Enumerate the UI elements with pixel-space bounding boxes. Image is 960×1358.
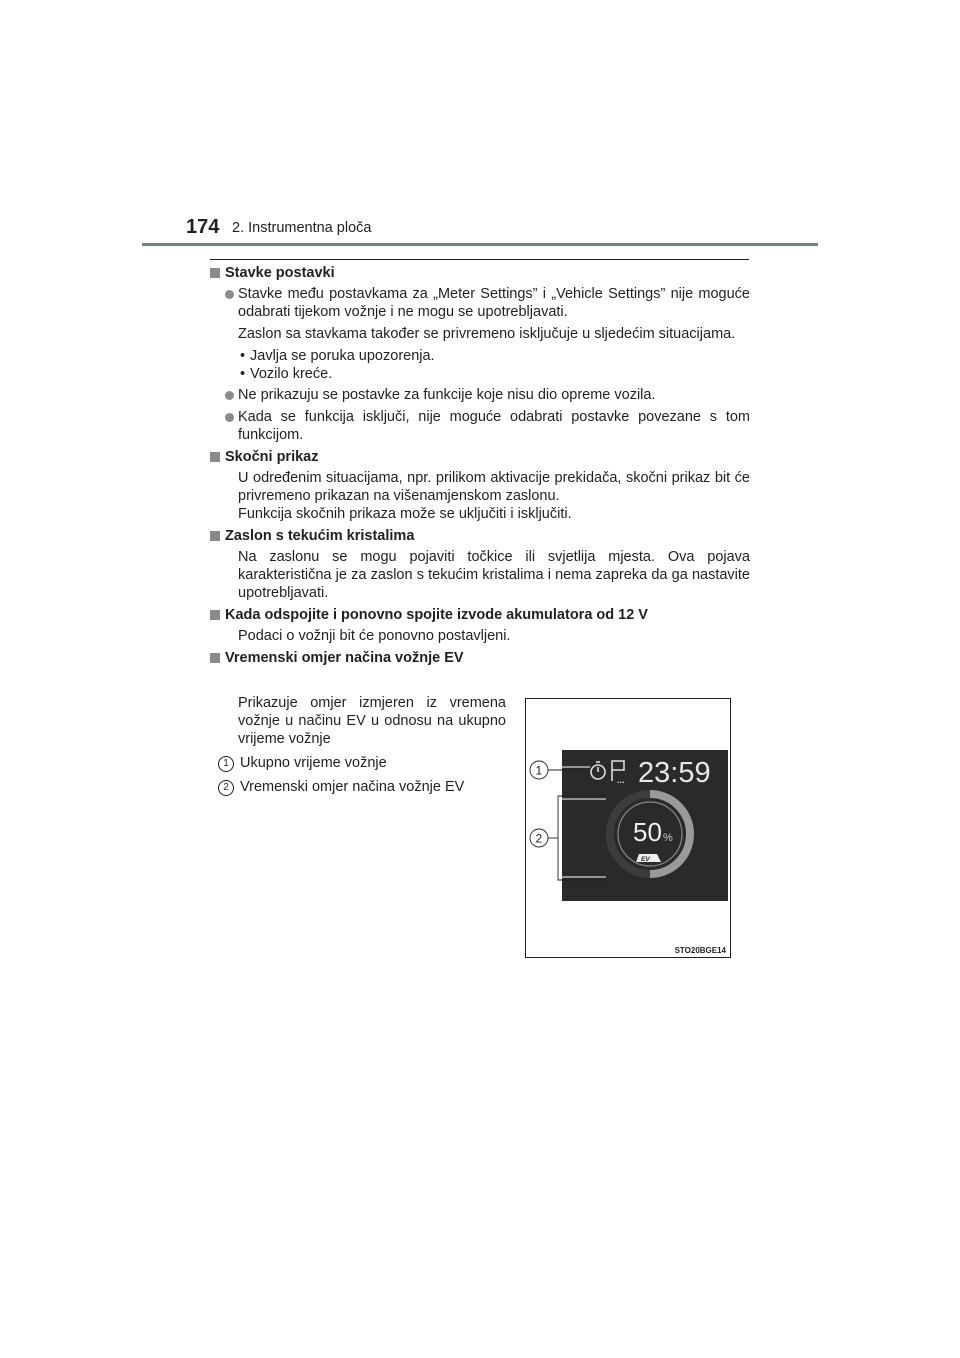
- paragraph: U određenim situacijama, npr. prilikom aktivacije prekidača, skočni prikaz bit će privremeno prikazan na višenamjenskom zaslonu.: [238, 470, 750, 504]
- bullet-item: [210, 408, 750, 444]
- paragraph: Na zaslonu se mogu pojaviti točkice ili svjetlija mjesta. Ova pojava karakteristična je za zaslon s tekućim kristalima i nema zapreka da ga nastavite upotrebljavati.: [238, 549, 750, 601]
- dot-mark: •: [240, 348, 246, 364]
- circle-bullet-icon: [225, 290, 234, 299]
- header-rule: [142, 243, 818, 246]
- sub-list-item: [210, 347, 750, 365]
- ev-badge: EV: [641, 856, 650, 863]
- bullet-text: Kada se funkcija isključi, nije moguće odabrati postavke povezane s tom funkcijom.: [238, 409, 750, 443]
- square-bullet-icon: [210, 452, 220, 462]
- square-bullet-icon: [210, 610, 220, 620]
- total-time-value: 23:59: [638, 757, 711, 789]
- square-bullet-icon: [210, 653, 220, 663]
- legend-text: Ukupno vrijeme vožnje: [240, 755, 387, 771]
- flag-dots: ...: [617, 775, 625, 785]
- heading-lcd: [210, 527, 750, 545]
- heading-battery: [210, 606, 750, 624]
- ev-ratio-figure: [525, 698, 731, 958]
- square-bullet-icon: [210, 531, 220, 541]
- bullet-text: Ne prikazuju se postavke za funkcije koje nisu dio opreme vozila.: [238, 387, 656, 403]
- legend-item-2: [218, 778, 464, 796]
- callout-2-number: 2: [535, 831, 543, 846]
- bullet-text: Stavke među postavkama za „Meter Settings” i „Vehicle Settings” nije moguće odabrati tijekom vožnje i ne mogu se upotrebljavati.: [238, 286, 750, 320]
- figure-code: STO20BGE14: [674, 946, 726, 955]
- sub-text: Javlja se poruka upozorenja.: [250, 348, 435, 364]
- paragraph: Podaci o vožnji bit će ponovno postavljeni.: [238, 628, 511, 644]
- callout-number: 2: [218, 780, 234, 796]
- ev-percent-value: 50: [633, 817, 662, 847]
- heading-items: [210, 264, 750, 282]
- paragraph: Zaslon sa stavkama također se privremeno isključuje u sljedećim situacijama.: [238, 326, 736, 342]
- square-bullet-icon: [210, 268, 220, 278]
- circle-bullet-icon: [225, 391, 234, 400]
- bullet-item: [210, 386, 750, 404]
- ev-description: Prikazuje omjer izmjeren iz vremena vožnje u načinu EV u odnosu na ukupno vrijeme vožnje: [238, 695, 506, 747]
- legend-item-1: [218, 754, 387, 772]
- heading-text: Kada odspojite i ponovno spojite izvode akumulatora od 12 V: [225, 607, 648, 623]
- circle-bullet-icon: [225, 413, 234, 422]
- callout-1-number: 1: [535, 763, 543, 778]
- meter-illustration: [526, 699, 730, 957]
- page-number: 174: [186, 216, 220, 238]
- dot-mark: •: [240, 366, 246, 382]
- callout-number: 1: [218, 756, 234, 772]
- heading-text: Skočni prikaz: [225, 449, 319, 465]
- bullet-item: [210, 285, 750, 321]
- paragraph: Funkcija skočnih prikaza može se uključiti i isključiti.: [238, 506, 572, 522]
- content-body: [210, 264, 750, 670]
- section-rule: [210, 259, 749, 260]
- heading-text: Zaslon s tekućim kristalima: [225, 528, 415, 544]
- heading-ev: [210, 649, 750, 667]
- chapter-title: 2. Instrumentna ploča: [232, 220, 372, 236]
- ev-percent-sign: %: [663, 832, 673, 844]
- sub-text: Vozilo kreće.: [250, 366, 333, 382]
- legend-text: Vremenski omjer načina vožnje EV: [240, 779, 465, 795]
- sub-list-item: [210, 365, 750, 383]
- heading-text: Stavke postavki: [225, 265, 335, 281]
- heading-popup: [210, 448, 750, 466]
- heading-text: Vremenski omjer načina vožnje EV: [225, 650, 464, 666]
